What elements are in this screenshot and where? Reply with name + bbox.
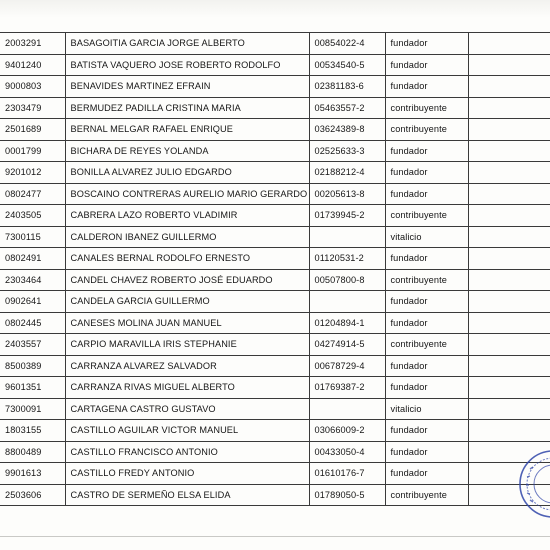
- extra-cell: [468, 140, 550, 162]
- member-type-cell: fundador: [385, 76, 468, 98]
- member-type-cell: vitalicio: [385, 398, 468, 420]
- member-type-cell: contribuyente: [385, 269, 468, 291]
- member-id-cell: [309, 398, 385, 420]
- extra-cell: [468, 291, 550, 313]
- member-code-cell: 9901613: [0, 463, 65, 485]
- member-name-cell: CANDELA GARCIA GUILLERMO: [65, 291, 309, 313]
- table-row: [0, 183, 550, 205]
- extra-cell: [468, 312, 550, 334]
- member-type-cell: contribuyente: [385, 119, 468, 141]
- member-code-cell: 2501689: [0, 119, 65, 141]
- table-row: [0, 463, 550, 485]
- table-row: [0, 269, 550, 291]
- member-name-cell: BONILLA ALVAREZ JULIO EDGARDO: [65, 162, 309, 184]
- member-code-cell: 0902641: [0, 291, 65, 313]
- member-type-cell: contribuyente: [385, 205, 468, 227]
- extra-cell: [468, 183, 550, 205]
- member-roster-table: [0, 32, 550, 506]
- table-row: [0, 377, 550, 399]
- member-type-cell: fundador: [385, 140, 468, 162]
- table-row: [0, 119, 550, 141]
- member-id-cell: 01769387-2: [309, 377, 385, 399]
- scan-top-shadow: [0, 0, 550, 18]
- member-code-cell: 2503606: [0, 484, 65, 506]
- table-row: [0, 291, 550, 313]
- member-id-cell: 01739945-2: [309, 205, 385, 227]
- member-type-cell: fundador: [385, 54, 468, 76]
- table-row: [0, 248, 550, 270]
- extra-cell: [468, 269, 550, 291]
- member-type-cell: fundador: [385, 33, 468, 55]
- member-name-cell: CANDEL CHAVEZ ROBERTO JOSÉ EDUARDO: [65, 269, 309, 291]
- member-type-cell: fundador: [385, 441, 468, 463]
- member-id-cell: 02381183-6: [309, 76, 385, 98]
- member-id-cell: 00507800-8: [309, 269, 385, 291]
- member-name-cell: CASTILLO AGUILAR VICTOR MANUEL: [65, 420, 309, 442]
- member-name-cell: CASTILLO FREDY ANTONIO: [65, 463, 309, 485]
- member-code-cell: 0802477: [0, 183, 65, 205]
- member-code-cell: 1803155: [0, 420, 65, 442]
- table-row: [0, 54, 550, 76]
- member-id-cell: 00678729-4: [309, 355, 385, 377]
- member-id-cell: 00854022-4: [309, 33, 385, 55]
- member-code-cell: 2303464: [0, 269, 65, 291]
- member-id-cell: 00205613-8: [309, 183, 385, 205]
- member-name-cell: BERNAL MELGAR RAFAEL ENRIQUE: [65, 119, 309, 141]
- extra-cell: [468, 162, 550, 184]
- member-type-cell: fundador: [385, 183, 468, 205]
- member-code-cell: 9000803: [0, 76, 65, 98]
- member-id-cell: 05463557-2: [309, 97, 385, 119]
- table-row: [0, 398, 550, 420]
- table-row: [0, 33, 550, 55]
- member-type-cell: vitalicio: [385, 226, 468, 248]
- table-row: [0, 97, 550, 119]
- member-type-cell: contribuyente: [385, 334, 468, 356]
- seal-stamp-icon: [516, 447, 550, 521]
- member-code-cell: 7300091: [0, 398, 65, 420]
- extra-cell: [468, 205, 550, 227]
- member-code-cell: 2003291: [0, 33, 65, 55]
- extra-cell: [468, 248, 550, 270]
- member-type-cell: fundador: [385, 162, 468, 184]
- member-code-cell: 9601351: [0, 377, 65, 399]
- member-type-cell: fundador: [385, 420, 468, 442]
- extra-cell: [468, 119, 550, 141]
- member-code-cell: 0802491: [0, 248, 65, 270]
- member-name-cell: CASTILLO FRANCISCO ANTONIO: [65, 441, 309, 463]
- member-code-cell: 8800489: [0, 441, 65, 463]
- member-code-cell: 9201012: [0, 162, 65, 184]
- member-type-cell: fundador: [385, 248, 468, 270]
- table-row: [0, 226, 550, 248]
- member-type-cell: fundador: [385, 377, 468, 399]
- member-id-cell: 03066009-2: [309, 420, 385, 442]
- member-id-cell: 02188212-4: [309, 162, 385, 184]
- member-code-cell: 0802445: [0, 312, 65, 334]
- member-id-cell: 04274914-5: [309, 334, 385, 356]
- extra-cell: [468, 398, 550, 420]
- member-name-cell: BERMUDEZ PADILLA CRISTINA MARIA: [65, 97, 309, 119]
- member-name-cell: CANALES BERNAL RODOLFO ERNESTO: [65, 248, 309, 270]
- member-name-cell: CARTAGENA CASTRO GUSTAVO: [65, 398, 309, 420]
- member-code-cell: 7300115: [0, 226, 65, 248]
- extra-cell: [468, 334, 550, 356]
- extra-cell: [468, 420, 550, 442]
- table-row: [0, 140, 550, 162]
- member-name-cell: CABRERA LAZO ROBERTO VLADIMIR: [65, 205, 309, 227]
- member-code-cell: 2303479: [0, 97, 65, 119]
- member-code-cell: 2403505: [0, 205, 65, 227]
- member-name-cell: BATISTA VAQUERO JOSE ROBERTO RODOLFO: [65, 54, 309, 76]
- member-name-cell: BENAVIDES MARTINEZ EFRAIN: [65, 76, 309, 98]
- member-name-cell: BASAGOITIA GARCIA JORGE ALBERTO: [65, 33, 309, 55]
- scan-bottom-edge: [0, 536, 550, 537]
- member-name-cell: BICHARA DE REYES YOLANDA: [65, 140, 309, 162]
- member-code-cell: 2403557: [0, 334, 65, 356]
- member-id-cell: 02525633-3: [309, 140, 385, 162]
- member-type-cell: fundador: [385, 463, 468, 485]
- member-name-cell: CANESES MOLINA JUAN MANUEL: [65, 312, 309, 334]
- member-name-cell: CARRANZA ALVAREZ SALVADOR: [65, 355, 309, 377]
- roster-body: [0, 33, 550, 506]
- table-row: [0, 484, 550, 506]
- member-name-cell: CARPIO MARAVILLA IRIS STEPHANIE: [65, 334, 309, 356]
- member-name-cell: CASTRO DE SERMEÑO ELSA ELIDA: [65, 484, 309, 506]
- member-name-cell: BOSCAINO CONTRERAS AURELIO MARIO GERARDO: [65, 183, 309, 205]
- member-code-cell: 8500389: [0, 355, 65, 377]
- extra-cell: [468, 355, 550, 377]
- table-row: [0, 441, 550, 463]
- extra-cell: [468, 226, 550, 248]
- table-row: [0, 312, 550, 334]
- member-id-cell: 03624389-8: [309, 119, 385, 141]
- member-type-cell: fundador: [385, 312, 468, 334]
- member-id-cell: 01789050-5: [309, 484, 385, 506]
- member-code-cell: 9401240: [0, 54, 65, 76]
- table-row: [0, 76, 550, 98]
- member-type-cell: contribuyente: [385, 484, 468, 506]
- member-type-cell: fundador: [385, 355, 468, 377]
- member-id-cell: 01120531-2: [309, 248, 385, 270]
- member-code-cell: 0001799: [0, 140, 65, 162]
- extra-cell: [468, 377, 550, 399]
- member-name-cell: CALDERON IBANEZ GUILLERMO: [65, 226, 309, 248]
- extra-cell: [468, 54, 550, 76]
- extra-cell: [468, 33, 550, 55]
- extra-cell: [468, 97, 550, 119]
- member-id-cell: [309, 291, 385, 313]
- member-type-cell: fundador: [385, 291, 468, 313]
- member-id-cell: 00433050-4: [309, 441, 385, 463]
- member-name-cell: CARRANZA RIVAS MIGUEL ALBERTO: [65, 377, 309, 399]
- member-id-cell: 00534540-5: [309, 54, 385, 76]
- table-row: [0, 162, 550, 184]
- member-id-cell: 01204894-1: [309, 312, 385, 334]
- table-row: [0, 420, 550, 442]
- table-row: [0, 334, 550, 356]
- member-id-cell: 01610176-7: [309, 463, 385, 485]
- extra-cell: [468, 76, 550, 98]
- member-type-cell: contribuyente: [385, 97, 468, 119]
- member-id-cell: [309, 226, 385, 248]
- table-row: [0, 355, 550, 377]
- table-row: [0, 205, 550, 227]
